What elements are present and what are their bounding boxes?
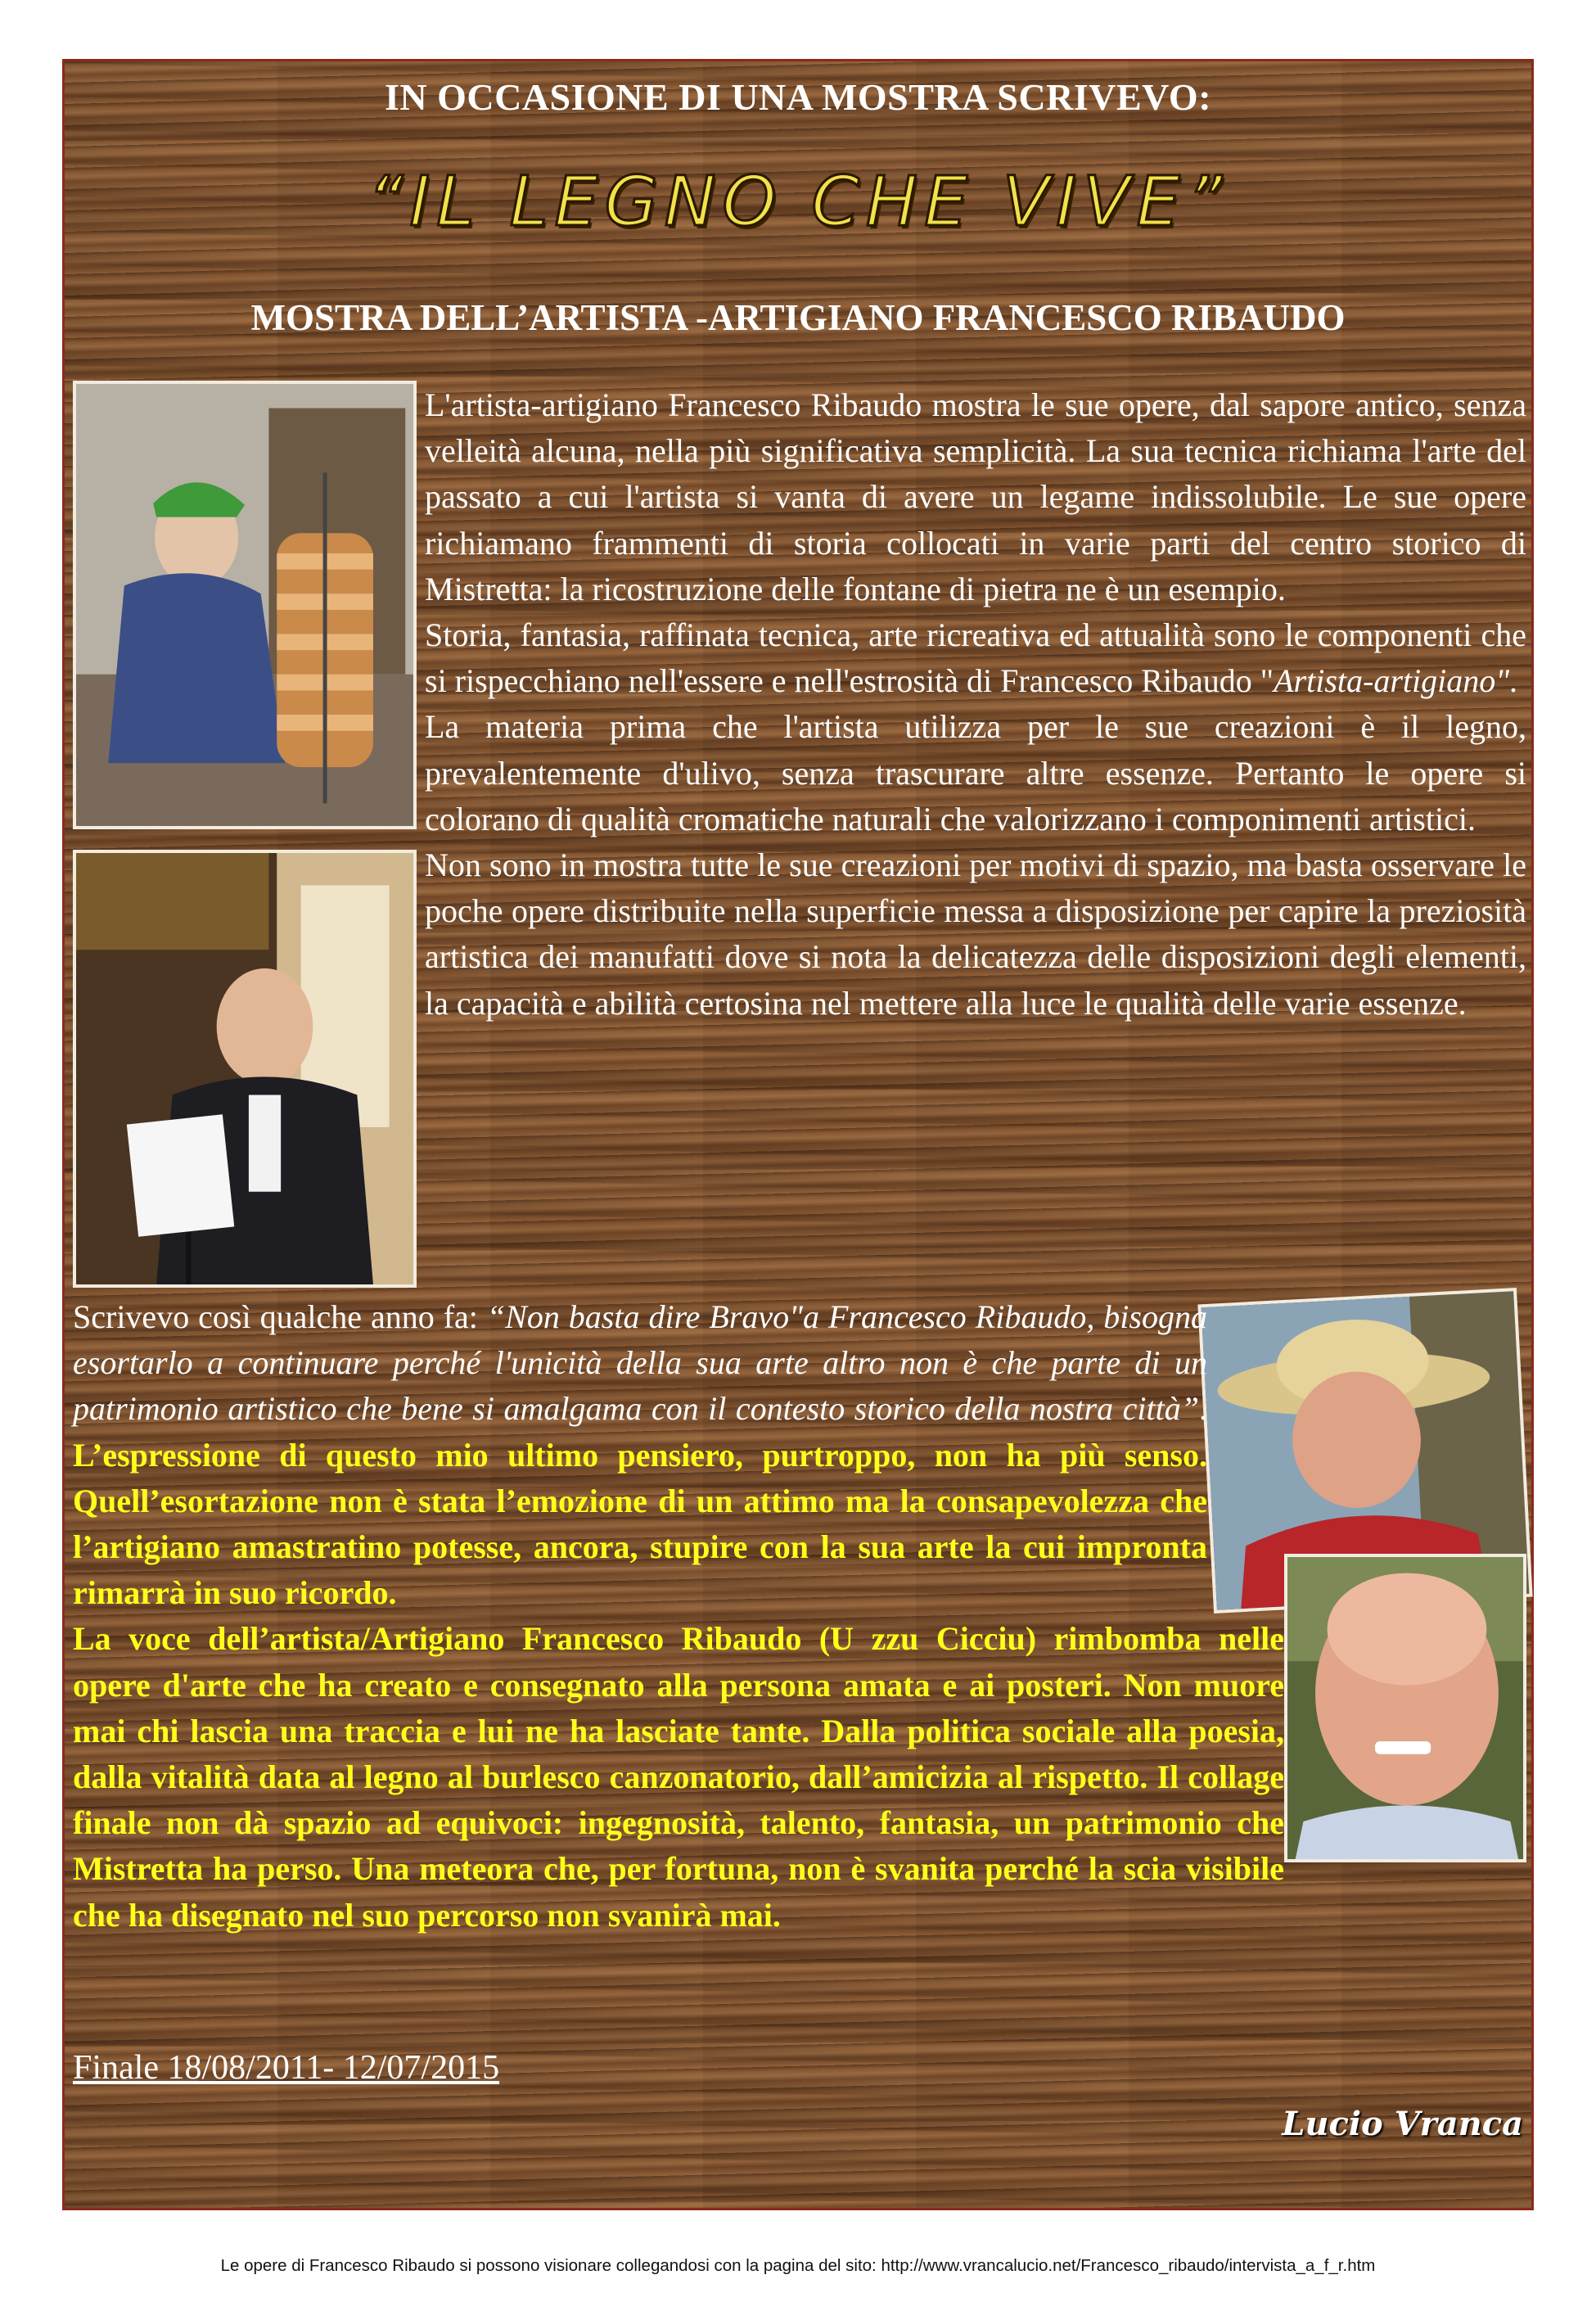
quote-italic: “Non basta dire Bravo"a Francesco Ribaudo, bisogna esortarlo a continuare perché l'unicità della sua arte altro non è che parte di un patrimonio artistico che bene si amalgama con il contesto storico della nostra città” bbox=[73, 1298, 1207, 1428]
quote-lead: Scrivevo così qualche anno fa: bbox=[73, 1298, 487, 1335]
intro-paragraph-2-text: Storia, fantasia, raffinata tecnica, arte ricreativa ed attualità sono le componenti che si rispecchiano nell'essere e nell'estrosità di Francesco Ribaudo " bbox=[425, 616, 1526, 700]
intro-paragraph-4: Non sono in mostra tutte le sue creazioni per motivi di spazio, ma basta osservare le poche opere distribuite nella superficie messa a disposizione per capire la preziosità artistica dei manufatti dove si nota la delicatezza delle disposizioni degli elementi, la capacità e abilità certosina nel mettere alla luce le qualità delle varie essenze. bbox=[425, 846, 1526, 1022]
intro-text bbox=[425, 382, 1526, 1027]
tribute-bold-1: L’espressione di questo mio ultimo pensiero, purtroppo, non ha più senso. Quell’esortazione non è stata l’emozione di un attimo ma la consapevolezza che l’artigiano amastratino potesse, ancora, stupire con la sua arte la cui impronta rimarrà in suo ricordo. bbox=[73, 1436, 1207, 1612]
exhibition-subtitle: MOSTRA DELL’ARTISTA -ARTIGIANO FRANCESCO RIBAUDO bbox=[250, 297, 1346, 338]
tribute-text bbox=[73, 1294, 1526, 1939]
intro-paragraph-3: La materia prima che l'artista utilizza per le sue creazioni è il legno, prevalentemente d'ulivo, senza trascurare altre essenze. Pertanto le opere si colorano di qualità cromatiche naturali che valorizzano i componimenti artistici. bbox=[425, 708, 1526, 837]
quote-after: . bbox=[1199, 1390, 1207, 1428]
photo-artisan-speaking bbox=[73, 850, 417, 1288]
intro-paragraph-2 bbox=[425, 612, 1526, 704]
footer-note: Le opere di Francesco Ribaudo si possono visionare collegandosi con la pagina del sito: http://www.vrancalucio.net/Francesco_ribaudo/intervista_a_f_r.htm bbox=[220, 2256, 1376, 2275]
float-spacer-2 bbox=[1284, 1602, 1526, 1907]
photo-artisan-working bbox=[73, 381, 417, 829]
tribute-bold-2: La voce dell’artista/Artigiano Francesco Ribaudo (U zzu Cicciu) rimbomba nelle opere d'arte che ha creato e consegnato alla persona amata e ai posteri. Non muore mai chi lascia una traccia e lui ne ha lasciate tante. Dalla politica sociale alla poesia, dalla vitalità data al legno al burlesco canzonatorio, dall’amicizia al rispetto. Il collage finale non dà spazio ad equivoci: ingegnosità, talento, fantasia, un patrimonio che Mistretta ha perso. Una meteora che, per fortuna, non è svanita perché la scia visibile che ha disegnato nel suo percorso non svanirà mai. bbox=[73, 1620, 1284, 1934]
exhibition-title: “IL LEGNO CHE VIVE” bbox=[367, 161, 1229, 241]
occasion-heading: IN OCCASIONE DI UNA MOSTRA SCRIVEVO: bbox=[384, 76, 1212, 118]
float-spacer-1 bbox=[1207, 1294, 1526, 1602]
finale-dates: Finale 18/08/2011- 12/07/2015 bbox=[73, 2049, 500, 2087]
artista-artigiano-emphasis: Artista-artigiano" bbox=[1274, 662, 1510, 700]
wood-panel bbox=[62, 59, 1534, 2210]
intro-paragraph-2-end: . bbox=[1509, 662, 1518, 700]
author-signature: Lucio Vranca bbox=[1282, 2105, 1523, 2143]
intro-paragraph-1: L'artista-artigiano Francesco Ribaudo mostra le sue opere, dal sapore antico, senza velleità alcuna, nella più significativa semplicità. La sua tecnica richiama l'arte del passato a cui l'artista si vanta di avere un legame indissolubile. Le sue opere richiamano frammenti di storia collocati in varie parti del centro storico di Mistretta: la ricostruzione delle fontane di pietra ne è un esempio. bbox=[425, 386, 1526, 607]
